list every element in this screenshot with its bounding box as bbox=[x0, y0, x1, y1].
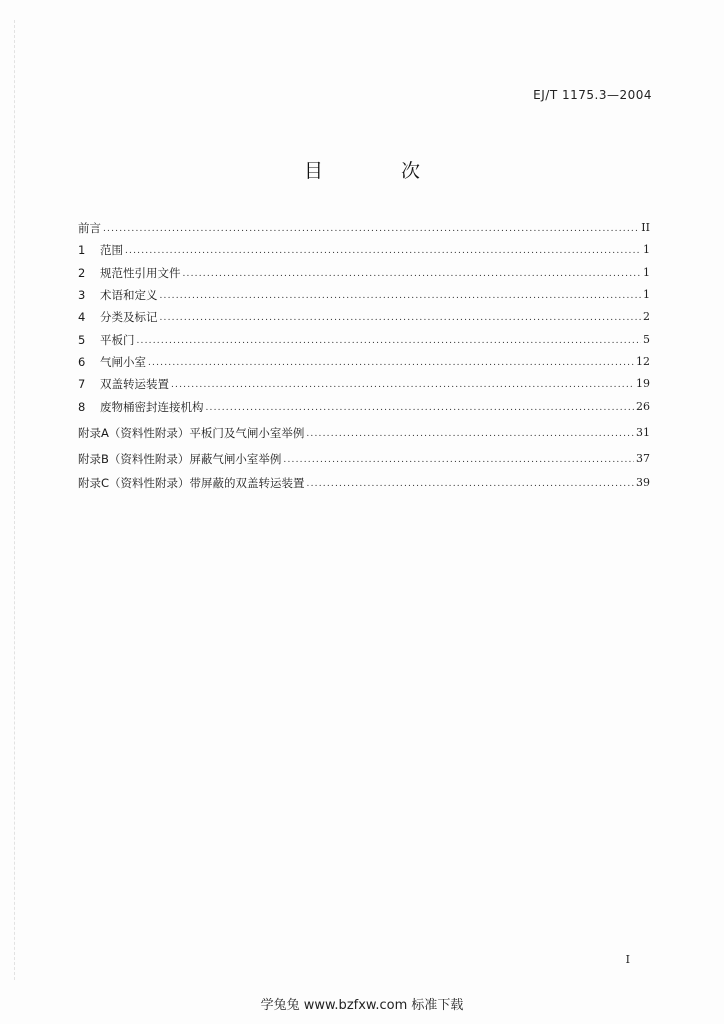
toc-leader-dots bbox=[103, 223, 639, 235]
toc-entry-page: II bbox=[641, 221, 650, 234]
toc-entry-text: 附录C（资料性附录）带屏蔽的双盖转运装置 bbox=[78, 476, 305, 490]
toc-entry[interactable] bbox=[78, 452, 650, 466]
toc-entry-label bbox=[78, 333, 135, 347]
toc-entry[interactable] bbox=[78, 377, 650, 391]
toc-entry-page: 26 bbox=[636, 400, 650, 413]
toc-leader-dots bbox=[306, 428, 634, 440]
toc-entry[interactable] bbox=[78, 476, 650, 490]
toc-entry[interactable] bbox=[78, 288, 650, 302]
toc-entry[interactable] bbox=[78, 243, 650, 257]
toc-entry-number: 3 bbox=[78, 288, 86, 302]
toc-entry-text: 平板门 bbox=[100, 333, 135, 347]
toc-entry-label bbox=[78, 221, 101, 235]
toc-entry-text: 范围 bbox=[100, 243, 123, 257]
toc-leader-dots bbox=[183, 268, 642, 280]
toc-entry-page: 1 bbox=[643, 266, 650, 279]
toc-leader-dots bbox=[160, 312, 642, 324]
toc-entry-page: 2 bbox=[643, 310, 650, 323]
toc-entry-text: 附录A（资料性附录）平板门及气闸小室举例 bbox=[78, 426, 305, 440]
toc-entry-label bbox=[78, 476, 305, 490]
toc-entry-number: 8 bbox=[78, 400, 86, 414]
toc-entry-number: 2 bbox=[78, 266, 86, 280]
toc-entry-text: 分类及标记 bbox=[100, 310, 158, 324]
toc-entry-number: 1 bbox=[78, 243, 86, 257]
toc-entry-text: 前言 bbox=[78, 221, 101, 235]
toc-leader-dots bbox=[160, 290, 642, 302]
toc-entry-number: 7 bbox=[78, 377, 86, 391]
toc-entry-label bbox=[78, 288, 158, 302]
toc-leader-dots bbox=[125, 245, 641, 257]
toc-entry[interactable] bbox=[78, 333, 650, 347]
toc-entry-number: 5 bbox=[78, 333, 86, 347]
page-number: I bbox=[625, 953, 630, 966]
toc-leader-dots bbox=[283, 454, 634, 466]
toc-entry-number: 4 bbox=[78, 310, 86, 324]
toc-entry-page: 1 bbox=[643, 243, 650, 256]
toc-entry[interactable] bbox=[78, 266, 650, 280]
toc-entry-text: 术语和定义 bbox=[100, 288, 158, 302]
toc-entry-label bbox=[78, 266, 181, 280]
footer-watermark: 学兔兔 www.bzfxw.com 标准下载 bbox=[260, 998, 464, 1013]
toc-leader-dots bbox=[137, 335, 642, 347]
toc-entry-text: 附录B（资料性附录）屏蔽气闸小室举例 bbox=[78, 452, 282, 466]
toc-entry-label bbox=[78, 310, 158, 324]
toc-entry-label bbox=[78, 377, 169, 391]
toc-entry-label bbox=[78, 355, 146, 369]
toc-entry[interactable] bbox=[78, 426, 650, 440]
toc-entry[interactable] bbox=[78, 355, 650, 369]
toc-entry[interactable] bbox=[78, 400, 650, 414]
toc-entry-number: 6 bbox=[78, 355, 86, 369]
toc-entry-text: 规范性引用文件 bbox=[100, 266, 181, 280]
toc-entry-label bbox=[78, 452, 281, 466]
toc-entry-label bbox=[78, 426, 304, 440]
toc-entry-page: 5 bbox=[643, 333, 650, 346]
toc-entry-page: 12 bbox=[636, 355, 650, 368]
toc-entry[interactable] bbox=[78, 310, 650, 324]
document-code: EJ/T 1175.3—2004 bbox=[533, 88, 652, 102]
toc-entry-page: 19 bbox=[636, 377, 650, 390]
toc-entry-text: 双盖转运装置 bbox=[100, 377, 169, 391]
toc-entry-page: 1 bbox=[643, 288, 650, 301]
toc-leader-dots bbox=[171, 379, 634, 391]
toc-leader-dots bbox=[148, 357, 634, 369]
toc-entry-page: 37 bbox=[636, 452, 650, 465]
toc-leader-dots bbox=[206, 402, 635, 414]
toc-leader-dots bbox=[307, 478, 634, 490]
toc-entry-page: 31 bbox=[636, 426, 650, 439]
toc-entry-text: 气闸小室 bbox=[100, 355, 146, 369]
toc-entry[interactable] bbox=[78, 221, 650, 235]
toc-entry-page: 39 bbox=[636, 476, 650, 489]
toc-entry-label bbox=[78, 400, 204, 414]
toc-entry-label bbox=[78, 243, 123, 257]
toc-entry-text: 废物桶密封连接机构 bbox=[100, 400, 204, 414]
toc-title: 目 次 bbox=[303, 160, 457, 182]
